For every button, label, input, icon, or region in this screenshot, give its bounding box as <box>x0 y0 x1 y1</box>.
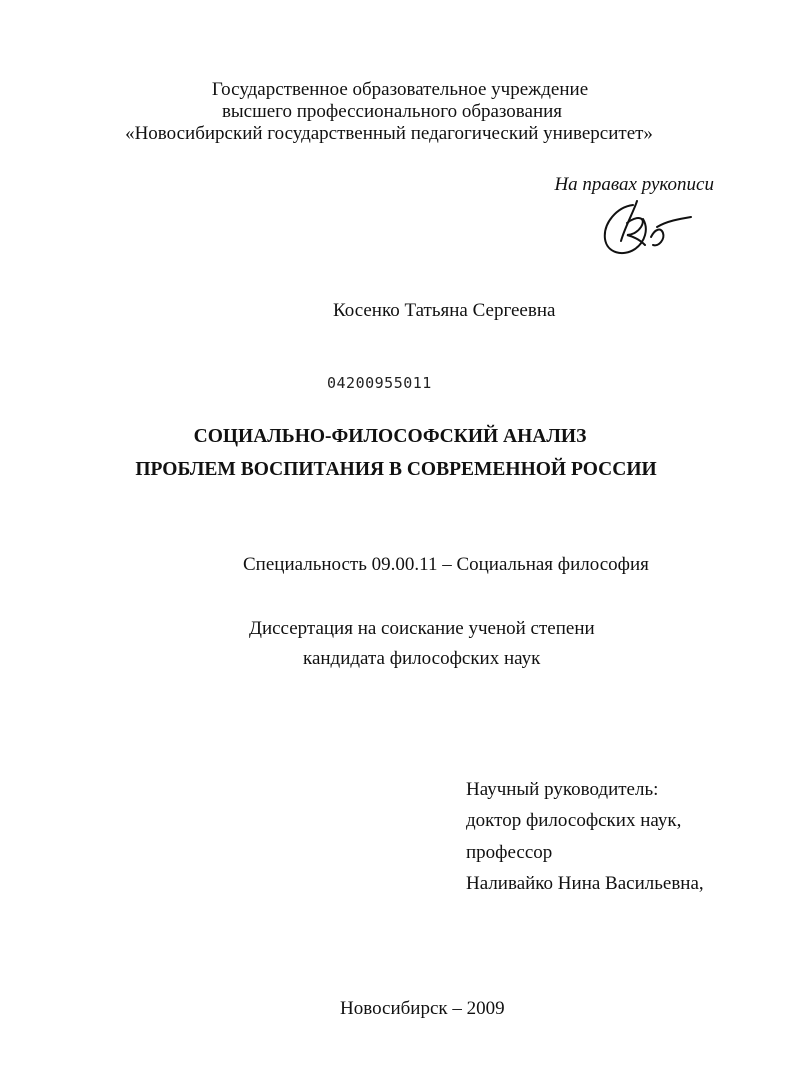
supervisor-label: Научный руководитель: <box>466 779 659 800</box>
supervisor-name: Наливайко Нина Васильевна, <box>466 873 704 894</box>
institution-line-2: высшего профессионального образования <box>221 101 563 122</box>
dissertation-title-line-1: СОЦИАЛЬНО-ФИЛОСОФСКИЙ АНАЛИЗ <box>193 426 587 447</box>
dissertation-degree-line-1: Диссертация на соискание ученой степени <box>249 618 595 639</box>
dissertation-degree-line-2: кандидата философских наук <box>303 648 541 669</box>
specialty: Специальность 09.00.11 – Социальная философия <box>243 554 649 575</box>
registration-code: 04200955011 <box>327 374 432 392</box>
city-year: Новосибирск – 2009 <box>340 998 505 1019</box>
supervisor-rank: профессор <box>466 842 553 863</box>
manuscript-note: На правах рукописи <box>554 174 714 195</box>
dissertation-title-line-2: ПРОБЛЕМ ВОСПИТАНИЯ В СОВРЕМЕННОЙ РОССИИ <box>135 459 657 480</box>
institution-line-3: «Новосибирский государственный педагогический университет» <box>125 123 653 144</box>
author-name: Косенко Татьяна Сергеевна <box>333 300 556 321</box>
handwritten-signature-icon <box>597 197 695 259</box>
institution-line-1: Государственное образовательное учреждение <box>211 79 589 100</box>
supervisor-degree: доктор философских наук, <box>466 810 682 831</box>
